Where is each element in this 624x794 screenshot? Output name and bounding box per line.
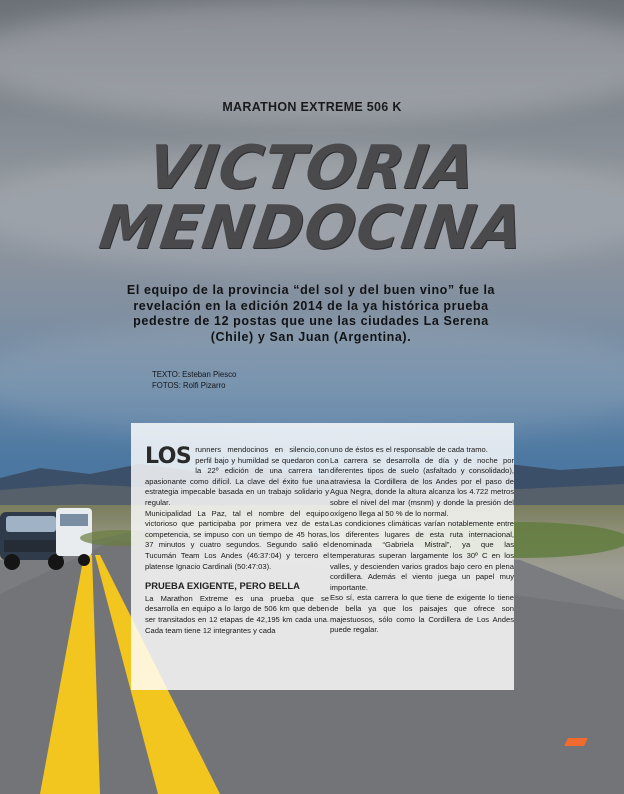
article-paragraph: La Marathon Extreme es una prueba que se desarrolla en equipo a lo largo de 506 km que deben ser transitados en 12 etapas de 42,195 km cada una. Cada team tiene 12 integrantes y cada <box>145 593 329 635</box>
article-paragraph: runners mendocinos en silencio,con perfil bajo y humildad se quedaron con la 22º edición de una carrera tan apasionante como difícil. La clave del éxito fue una estrategia impecable basada en un trabajo solidario y regular. <box>145 445 329 507</box>
credits <box>152 369 236 391</box>
article-paragraph: Las condiciones climáticas varían notablemente entre los diferentes lugares de esta ruta internacional, denominada “Gabriela Mistral”, ya que las temperaturas superan largamente los 30º C en los valles, y descienden varios grados bajo cero en plena cordillera. Además el viento juega un papel muy importante. <box>330 519 514 592</box>
article-paragraph: uno de éstos es el responsable de cada tramo. <box>330 445 488 454</box>
headline-line-1: VICTORIA <box>143 133 481 203</box>
dropcap: LOS <box>145 444 192 469</box>
lead-paragraph: El equipo de la provincia “del sol y del buen vino” fue la revelación en la edición 2014 de la ya histórica prueba pedestre de 12 postas que une las ciudades La Serena (Chile) y San Juan (Argentina). <box>126 283 496 344</box>
headline-line-2: MENDOCINA <box>95 193 529 263</box>
article-paragraph: Eso sí, esta carrera lo que tiene de exigente lo tiene de bella ya que los paisajes que ofrece son majestuosos, sólo como la Cordillera de Los Andes puede regalar. <box>330 593 514 635</box>
photo-credit: FOTOS: Rolfi Pizarro <box>152 381 226 390</box>
article-column-2 <box>330 445 514 636</box>
article-paragraph: La carrera se desarrolla de día y de noche por diferentes tipos de suelo (asfaltado y consolidado), atraviesa la Cordillera de los Andes por el paso de Agua Negra, donde la altura alcanza los 4.722 metros sobre el nivel del mar (msnm) y donde la presión del oxígeno llega al 50 % de lo normal. <box>330 455 514 518</box>
section-kicker: MARATHON EXTREME 506 K <box>222 100 402 114</box>
text-credit: TEXTO: Esteban Piesco <box>152 370 237 379</box>
article-subhead: PRUEBA EXIGENTE, PERO BELLA <box>145 580 300 592</box>
article-column-1 <box>145 445 329 636</box>
orange-page-marker <box>564 738 588 746</box>
article-paragraph: Municipalidad La Paz, tal el nombre del equipo victorioso que participaba por primera vez de esta competencia, se impuso con un tiempo de 45 horas, 37 minutos y cuatro segundos. Segundo salió el Tucumán Team Los Andes (46:37:04) y tercero el platense Ignacio Cardinali (50:47:03). <box>145 508 329 571</box>
